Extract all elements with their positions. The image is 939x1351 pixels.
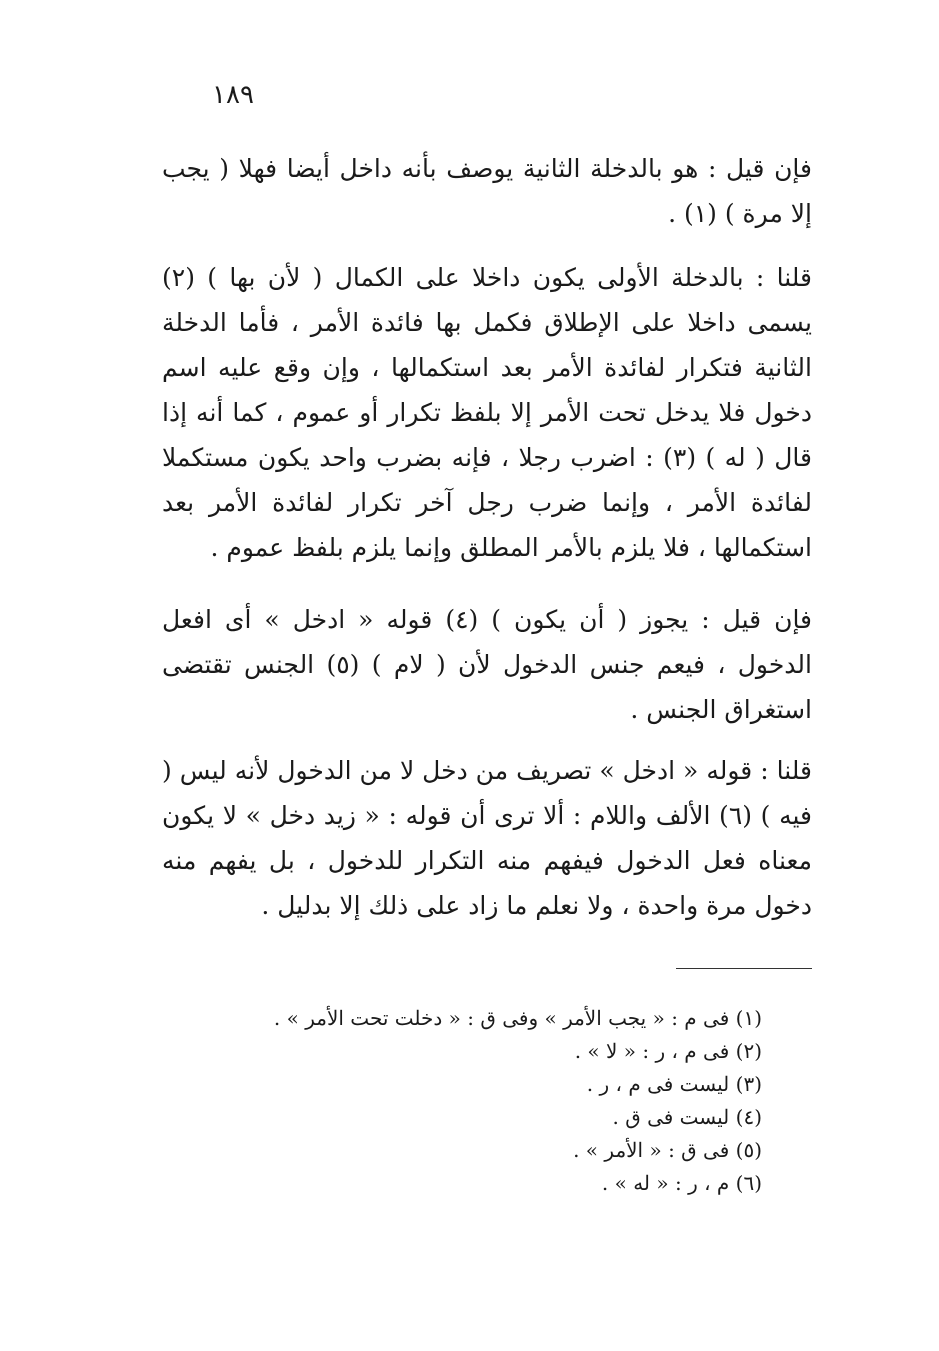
paragraph-reply-2: قلنا : قوله « ادخل » تصريف من دخل لا من الدخول لأنه ليس ( فيه ) (٦) الألف واللام : ألا ترى أن قوله : « زيد دخل » لا يكون معناه فعل الدخول فيفهم منه التكرار للدخول ، بل يفهم منه دخول مرة واحدة ، ولا نعلم ما زاد على ذلك إلا بدليل . <box>162 756 812 920</box>
paragraph-objection-2: فإن قيل : يجوز ( أن يكون ) (٤) قوله « ادخل » أى افعل الدخول ، فيعم جنس الدخول لأن ( لام ) (٥) الجنس تقتضى استغراق الجنس . <box>162 605 813 724</box>
page-number: ١٨٩ <box>212 80 254 110</box>
paragraph-reply-1: قلنا : بالدخلة الأولى يكون داخلا على الكمال ( لأن بها ) (٢) يسمى داخلا على الإطلاق فكمل بها فائدة الأمر ، فأما الدخلة الثانية فتكرار لفائدة الأمر بعد استكمالها ، وإن وقع عليه اسم دخول فلا يدخل تحت الأمر إلا بلفظ تكرار أو عموم ، كما أنه إذا قال ( له ) (٣) : اضرب رجلا ، فإنه بضرب واحد يكون مستكملا لفائدة الأمر ، وإنما ضرب رجل آخر تكرار لفائدة الأمر بعد استكمالها ، فلا يلزم بالأمر المطلق وإنما يلزم بلفظ عموم . <box>162 263 812 562</box>
footnote-3: (٣) ليست فى م ، ر . <box>586 1072 762 1096</box>
footnote-1: (١) فى م : « يجب الأمر » وفى ق : « دخلت تحت الأمر » . <box>273 1006 762 1030</box>
footnote-5: (٥) فى ق : « الأمر » . <box>573 1138 762 1162</box>
footnote-4: (٤) ليست فى ق . <box>612 1105 762 1129</box>
footnote-2: (٢) فى م ، ر : « لا » . <box>574 1039 762 1063</box>
footnote-6: (٦) م ، ر : « له » . <box>601 1171 762 1195</box>
footnote-separator <box>676 968 812 969</box>
paragraph-objection-1: فإن قيل : هو بالدخلة الثانية يوصف بأنه داخل أيضا فهلا ( يجب إلا مرة ) (١) . <box>162 154 812 228</box>
footnotes-list <box>230 1002 762 1200</box>
